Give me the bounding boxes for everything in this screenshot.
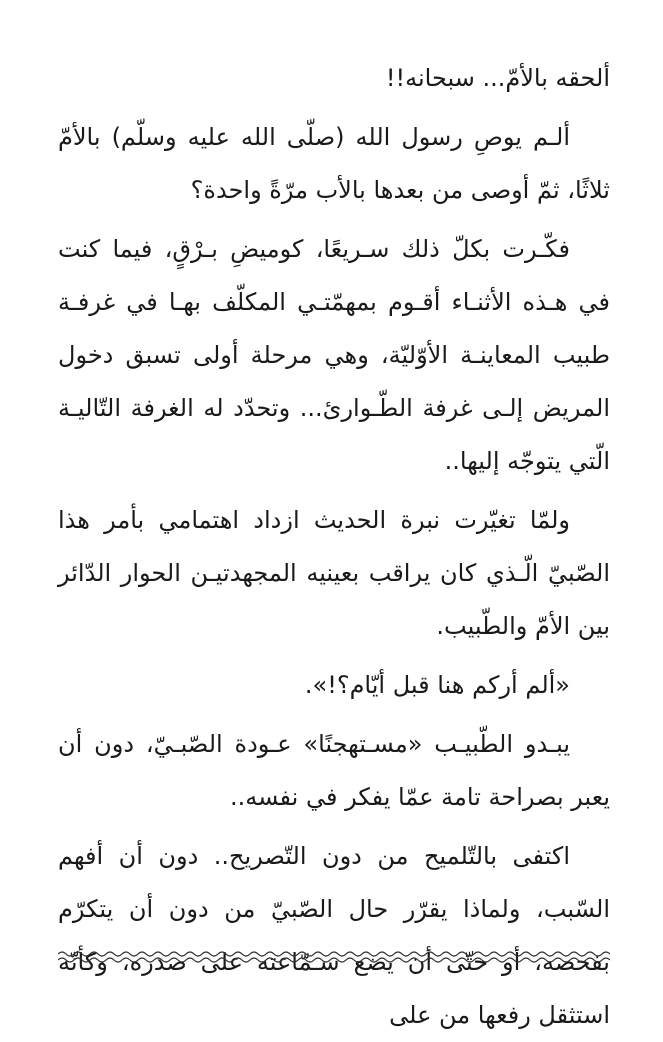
paragraph-4: ولمّا تغيّرت نبرة الحديث ازداد اهتمامي بأمر هذا الصّبيّ الّـذي كان يراقب بعينيه المجهدتيـن الحوار الدّائر بين الأمّ والطّبيب. [58,506,610,640]
paragraph-5: «ألم أركم هنا قبل أيّام؟!». [304,671,570,699]
paragraph-1: ألحقه بالأمّ... سبحانه!! [385,64,610,92]
paragraph-6: يبـدو الطّبيـب «مسـتهجنًا» عـودة الصّبـيّ، دون أن يعبر بصراحة تامة عمّا يفكر في نفسه.. [58,730,610,811]
paragraph-2: ألـم يوصِ رسول الله (صلّى الله عليه وسلّم) بالأمّ ثلاثًا، ثمّ أوصى من بعدها بالأب مرّةً واحدة؟ [58,123,610,204]
paragraph-7: اكتفى بالتّلميح من دون التّصريح.. دون أن أفهم السّبب، ولماذا يقرّر حال الصّبيّ من دون أن يتكرّم بفحصه، أو حتّى أن يضع سـمّاعته على صدره، وكأنّه استثقل رفعها من على [58,842,610,1029]
wavy-divider [58,950,610,964]
body-text [58,52,610,1042]
paragraph-3: فكّـرت بكلّ ذلك سـريعًا، كوميضِ بـرْقٍ، فيما كنت في هـذه الأثنـاء أقـوم بمهمّتـي المكلّف بهـا في غرفـة طبيب المعاينـة الأوّليّة، وهي مرحلة أولى تسبق دخول المريض إلـى غرفة الطّـوارئ... وتحدّد له الغرفة التّاليـة الّتي يتوجّه إليها.. [58,235,610,475]
